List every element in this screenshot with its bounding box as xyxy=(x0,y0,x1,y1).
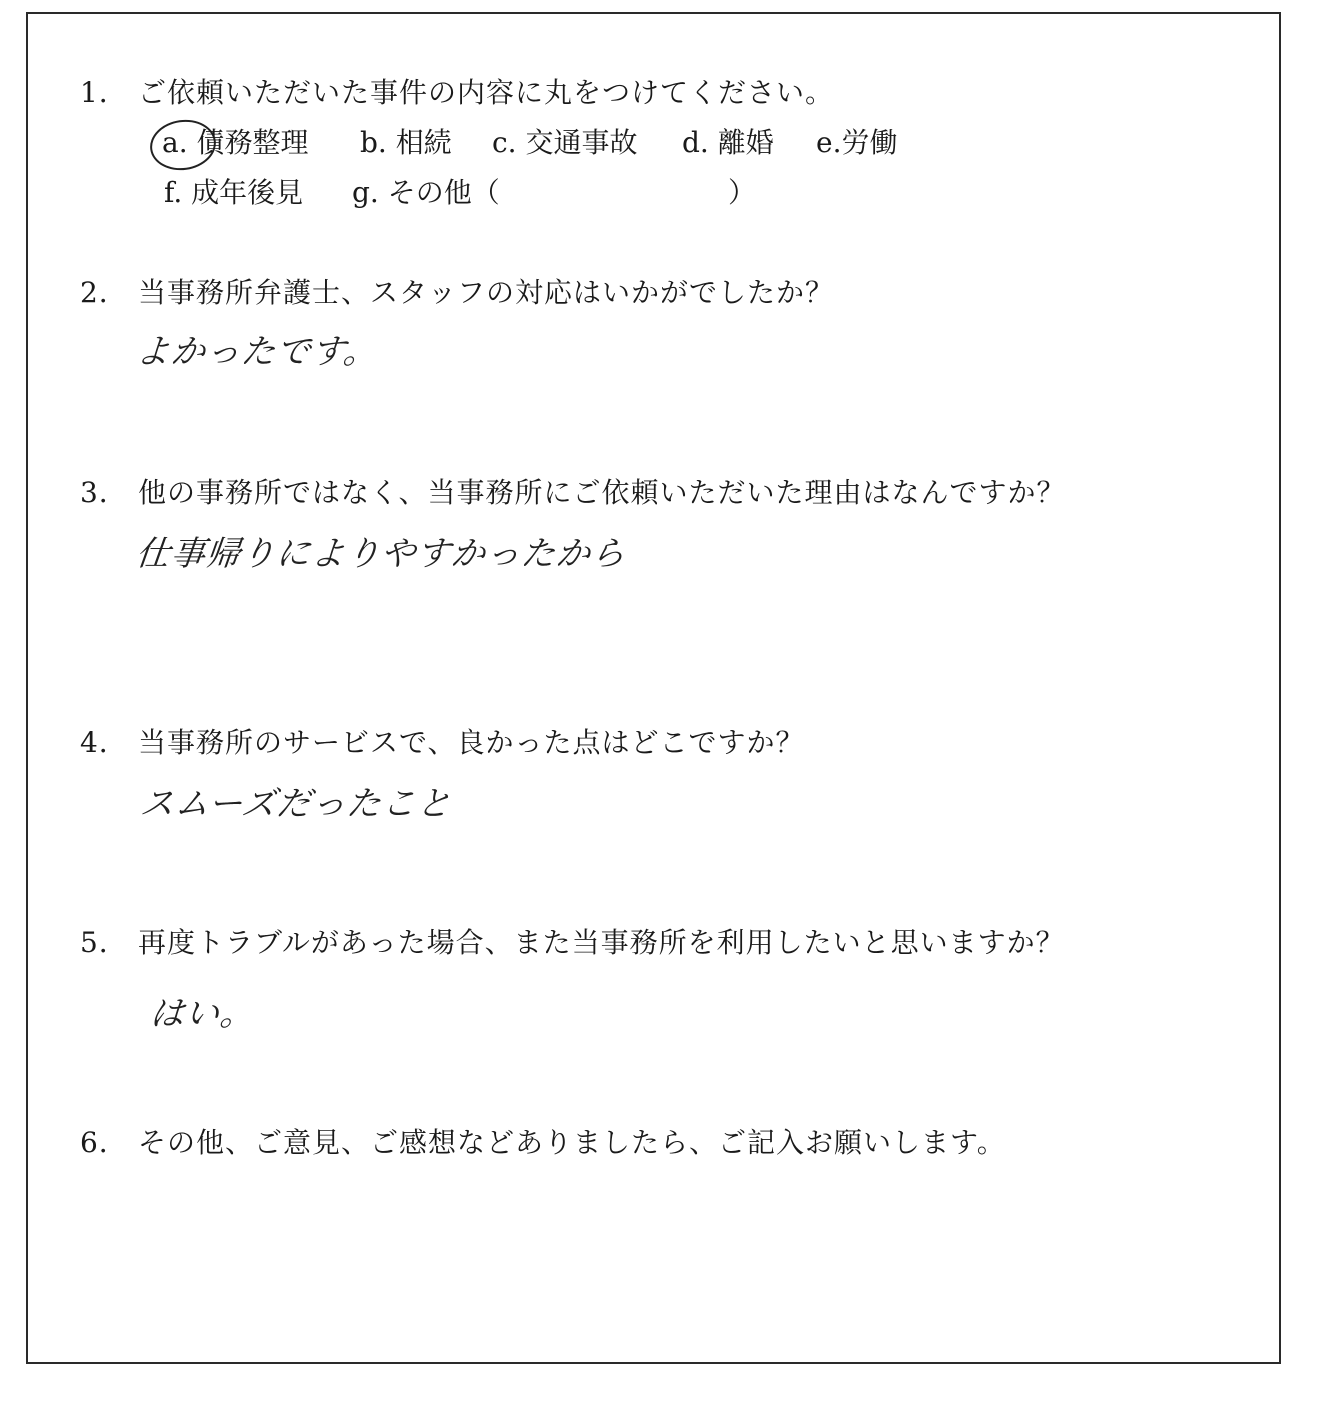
question-number: 3． xyxy=(80,476,128,509)
option-f-adult-guardianship[interactable]: f. 成年後見 xyxy=(164,176,304,209)
option-e-labor[interactable]: e.労働 xyxy=(816,126,898,159)
question-5 xyxy=(80,926,1065,960)
option-a-debt[interactable]: a. 債務整理 xyxy=(162,126,309,159)
question-6 xyxy=(80,1126,1006,1160)
question-text: 再度トラブルがあった場合、また当事務所を利用したいと思いますか？ xyxy=(138,926,1065,959)
answer-q3-handwritten: 仕事帰りによりやすかったから xyxy=(133,534,629,574)
option-g-other[interactable]: g. その他（ xyxy=(352,176,500,209)
answer-q5-handwritten: はい。 xyxy=(147,994,258,1034)
option-b-inheritance[interactable]: b. 相続 xyxy=(360,126,452,159)
question-4 xyxy=(80,726,804,760)
question-number: 4． xyxy=(80,726,128,759)
question-text: 当事務所のサービスで、良かった点はどこですか？ xyxy=(138,726,805,759)
question-number: 5． xyxy=(80,926,128,959)
question-number: 2． xyxy=(80,276,128,309)
option-g-close-paren: ） xyxy=(728,176,757,209)
option-c-traffic-accident[interactable]: c. 交通事故 xyxy=(492,126,638,159)
question-text: その他、ご意見、ご感想などありましたら、ご記入お願いします。 xyxy=(138,1126,1006,1159)
question-2 xyxy=(80,276,834,310)
question-text: 他の事務所ではなく、当事務所にご依頼いただいた理由はなんですか？ xyxy=(138,476,1066,509)
question-text: 当事務所弁護士、スタッフの対応はいかがでしたか？ xyxy=(138,276,835,309)
question-1 xyxy=(80,76,834,110)
answer-q2-handwritten: よかったです。 xyxy=(133,332,381,372)
survey-frame xyxy=(26,12,1281,1364)
answer-q4-handwritten: スムーズだったこと xyxy=(137,784,454,824)
question-3 xyxy=(80,476,1065,510)
question-text: ご依頼いただいた事件の内容に丸をつけてください。 xyxy=(138,76,835,109)
question-number: 6． xyxy=(80,1126,128,1159)
question-number: 1． xyxy=(80,76,128,109)
option-d-divorce[interactable]: d. 離婚 xyxy=(682,126,774,159)
